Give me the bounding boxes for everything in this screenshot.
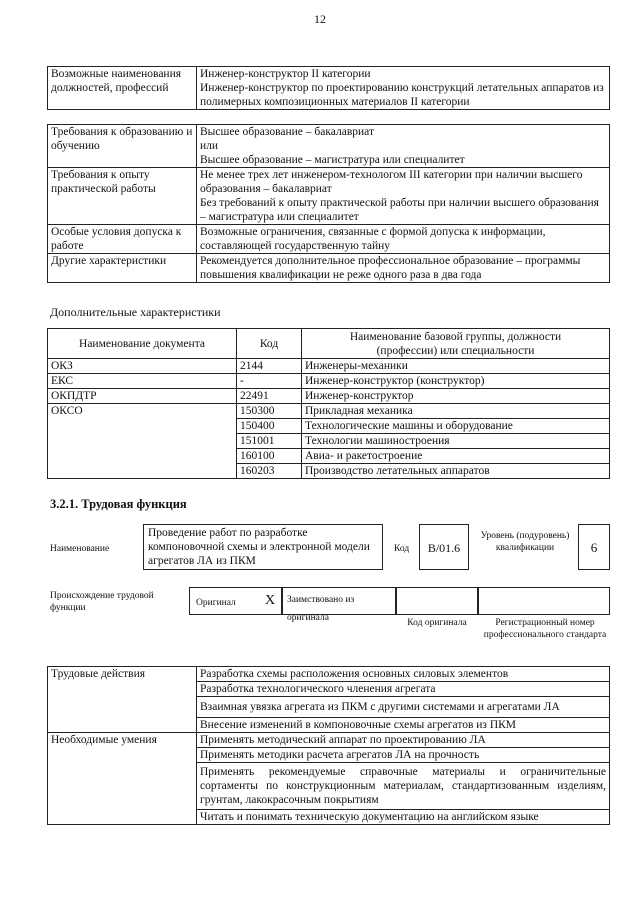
additional-title: Дополнительные характеристики (50, 305, 221, 319)
borrowed-cell (282, 587, 396, 623)
action-item: Разработка технологического членения агрегата (197, 682, 610, 697)
code-cell: 22491 (237, 389, 302, 404)
section-title: 3.2.1. Трудовая функция (50, 497, 187, 511)
action-item: Взаимная увязка агрегата из ПКМ с другими системами и агрегатами ЛА (197, 697, 610, 718)
group-cell: Инженеры-механики (302, 359, 610, 374)
actions-label: Трудовые действия (48, 667, 197, 733)
positions-table (47, 66, 610, 110)
positions-label: Возможные наименования должностей, профессий (48, 67, 197, 110)
table-row (48, 389, 610, 404)
group-cell: Технологические машины и оборудование (302, 419, 610, 434)
special-conditions-value: Возможные ограничения, связанные с формой допуска к информации, составляющей государственную тайну (197, 225, 610, 254)
doc-cell: ОКСО (48, 404, 237, 479)
function-name-box (143, 524, 383, 570)
code-cell: - (237, 374, 302, 389)
positions-values (197, 67, 610, 110)
original-mark: X (265, 593, 276, 608)
experience-line: Не менее трех лет инженером-технологом III категории при наличии высшего образования – бакалавриат (200, 169, 583, 195)
header-document: Наименование документа (48, 329, 237, 359)
page-number: 12 (314, 12, 326, 26)
other-characteristics-label: Другие характеристики (48, 254, 197, 283)
special-conditions-label: Особые условия допуска к работе (48, 225, 197, 254)
additional-table (47, 328, 610, 479)
action-item: Внесение изменений в компоновочные схемы агрегатов из ПКМ (197, 718, 610, 733)
code-cell: 150400 (237, 419, 302, 434)
table-row (48, 359, 610, 374)
skill-item: Читать и понимать техническую документацию на английском языке (197, 810, 610, 825)
borrowed-label: Заимствовано из оригинала (287, 595, 355, 623)
orig-code-cell (396, 587, 478, 615)
name-label: Наименование (50, 544, 110, 554)
code-cell: 160203 (237, 464, 302, 479)
table-row (48, 374, 610, 389)
doc-cell: ОКПДТР (48, 389, 237, 404)
group-cell: Инженер-конструктор (конструктор) (302, 374, 610, 389)
original-label: Оригинал (196, 598, 236, 608)
function-code-box (419, 524, 469, 570)
doc-cell: ОКЗ (48, 359, 237, 374)
function-name: Проведение работ по разработке компоновочной схемы и электронной модели агрегатов ЛА из ПКМ (148, 527, 370, 567)
code-label: Код (394, 544, 410, 554)
education-label: Требования к образованию и обучению (48, 125, 197, 168)
header-group: Наименование базовой группы, должности (профессии) или специальности (302, 329, 610, 359)
group-cell: Производство летательных аппаратов (302, 464, 610, 479)
group-cell: Инженер-конструктор (302, 389, 610, 404)
position-line: Инженер-конструктор по проектированию конструкций летательных аппаратов из полимерных композиционных материалов II категории (200, 82, 604, 108)
function-code: B/01.6 (427, 541, 461, 555)
requirements-table (47, 124, 610, 283)
education-line: Высшее образование – магистратура или специалитет (200, 154, 465, 166)
code-cell: 151001 (237, 434, 302, 449)
reg-number-cell (478, 587, 610, 615)
code-cell: 150300 (237, 404, 302, 419)
experience-line: Без требований к опыту практической работы при наличии высшего образования – магистратура или специалитет (200, 197, 599, 223)
position-line: Инженер-конструктор II категории (200, 68, 371, 80)
orig-code-label: Код оригинала (407, 618, 467, 628)
header-code: Код (237, 329, 302, 359)
education-line: Высшее образование – бакалавриат (200, 126, 374, 138)
original-cell (189, 587, 282, 615)
education-values (197, 125, 610, 168)
other-characteristics-value: Рекомендуется дополнительное профессиональное образование – программы повышения квалификации не реже одного раза в два года (197, 254, 610, 283)
skill-item: Применять методики расчета агрегатов ЛА на прочность (197, 748, 610, 763)
duties-table (47, 666, 610, 825)
code-cell: 160100 (237, 449, 302, 464)
origin-label: Происхождение трудовой функции (50, 591, 154, 613)
education-line: или (200, 140, 219, 152)
action-item: Разработка схемы расположения основных силовых элементов (197, 667, 610, 682)
doc-cell: ЕКС (48, 374, 237, 389)
experience-values (197, 168, 610, 225)
level-box (578, 524, 610, 570)
code-cell: 2144 (237, 359, 302, 374)
group-cell: Авиа- и ракетостроение (302, 449, 610, 464)
skill-item: Применять рекомендуемые справочные материалы и ограничительные сортаменты по конструкционным материалам, стандартизованным изделиям, грунтам, лакокрасочным покрытиям (197, 763, 610, 810)
level-value: 6 (590, 540, 598, 555)
group-cell: Технологии машиностроения (302, 434, 610, 449)
group-cell: Прикладная механика (302, 404, 610, 419)
skill-item: Применять методический аппарат по проектированию ЛА (197, 733, 610, 748)
table-row (48, 404, 610, 419)
level-label: Уровень (подуровень) квалификации (480, 531, 570, 553)
experience-label: Требования к опыту практической работы (48, 168, 197, 225)
reg-number-label: Регистрационный номер профессионального стандарта (483, 618, 607, 640)
skills-label: Необходимые умения (48, 733, 197, 825)
